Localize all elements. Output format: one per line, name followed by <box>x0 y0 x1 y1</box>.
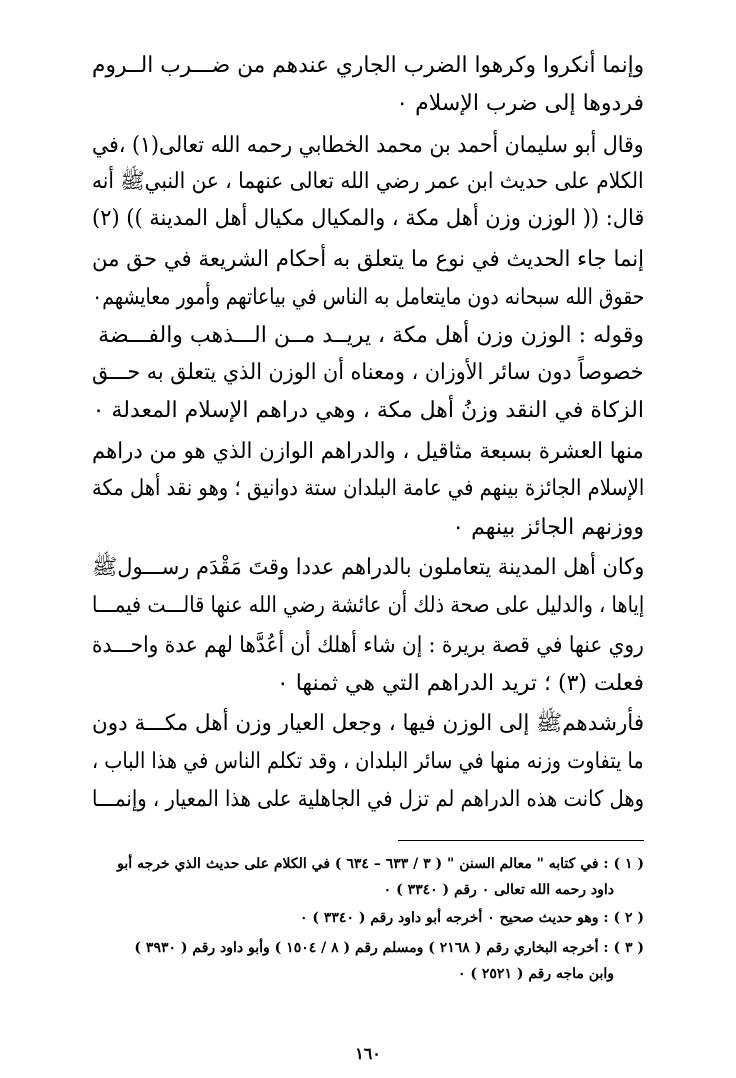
body-line: خصوصاً دون سائر الأوزان ، ومعناه أن الوزن الذي يتعلق به حـــق <box>92 360 644 385</box>
footnote-line: داود رحمه الله تعالى ٠ رقم ( ٣٣٤٠ ) ٠ <box>383 882 614 898</box>
footnote-line: ( ١ ) : في كتابه " معالم السنن " ( ٣ / ٦٣٣ – ٦٣٤ ) في الكلام على حديث الذي خرجه أبو <box>117 856 644 872</box>
body-line: إياها ، والدليل على صحة ذلك أن عائشة رضي الله عنها قالـــت فيمـــا <box>91 593 644 618</box>
body-line: فأرشدهمﷺ إلى الوزن فيها ، وجعل العيار وزن أهل مكـــة دون <box>91 711 644 736</box>
body-line: ما يتفاوت وزنه منها في سائر البلدان ، وقد تكلم الناس في هذا الباب ، <box>92 749 644 774</box>
body-line: الإسلام الجائزة بينهم في عامة البلدان ستة دوانيق ؛ وهو نقد أهل مكة <box>91 476 644 501</box>
body-line: وهل كانت هذه الدراهم لم تزل في الجاهلية على هذا المعيار ، وإنمـــا <box>91 787 644 812</box>
footnote-line: ( ٣ ) : أخرجه البخاري رقم ( ٢١٦٨ ) ومسلم رقم ( ٨ / ١٥٠٤ ) وأبو داود رقم ( ٣٩٣٠ ) <box>134 940 644 956</box>
body-line: وكان أهل المدينة يتعاملون بالدراهم عددا وقتَ مَقْدَم رســـولﷺ <box>91 555 644 580</box>
body-line: الزكاة في النقد وزنُ أهل مكة ، وهي دراهم الإسلام المعدلة ٠ <box>92 398 644 423</box>
body-line: ووزنهم الجائز بينهم ٠ <box>452 515 644 540</box>
body-line: وإنما أنكروا وكرهوا الضرب الجاري عندهم من ضـــرب الــروم <box>91 53 644 78</box>
body-line: قال: (( الوزن وزن أهل مكة ، والمكيال مكيال أهل المدينة )) (٢) <box>91 206 645 231</box>
body-line: وقوله : الوزن وزن أهل مكة ، يريــد مــن الـــذهب والفـــضة <box>98 323 644 348</box>
body-line: فعلت (٣) ؛ تريد الدراهم التي هي ثمنها ٠ <box>276 671 644 696</box>
body-line: إنما جاء الحديث في نوع ما يتعلق به أحكام الشريعة في حق من <box>91 247 644 272</box>
body-line: فردوها إلى ضرب الإسلام ٠ <box>396 91 644 116</box>
body-line: وقال أبو سليمان أحمد بن محمد الخطابي رحمه الله تعالى(١) ،في <box>92 133 645 158</box>
page-number: ١٦٠ <box>355 1044 381 1063</box>
footnote-line: ( ٢ ) : وهو حديث صحيح ٠ أخرجه أبو داود رقم ( ٣٣٤٠ ) ٠ <box>299 910 644 926</box>
footnote-divider <box>398 840 644 841</box>
footnote-line: وابن ماجه رقم ( ٢٥٢١ ) ٠ <box>457 966 614 982</box>
body-line: روي عنها في قصة بريرة : إن شاء أهلك أن أعُدَّها لهم عدة واحـــدة <box>92 633 644 658</box>
body-line: الكلام على حديث ابن عمر رضي الله تعالى عنهما ، عن النبيﷺ أنه <box>92 169 644 194</box>
body-line: حقوق الله سبحانه دون مايتعامل به الناس في بياعاتهم وأمور معايشهم٠ <box>91 285 644 310</box>
body-line: منها العشرة بسبعة مثاقيل ، والدراهم الوازن الذي هو من دراهم <box>92 439 644 464</box>
